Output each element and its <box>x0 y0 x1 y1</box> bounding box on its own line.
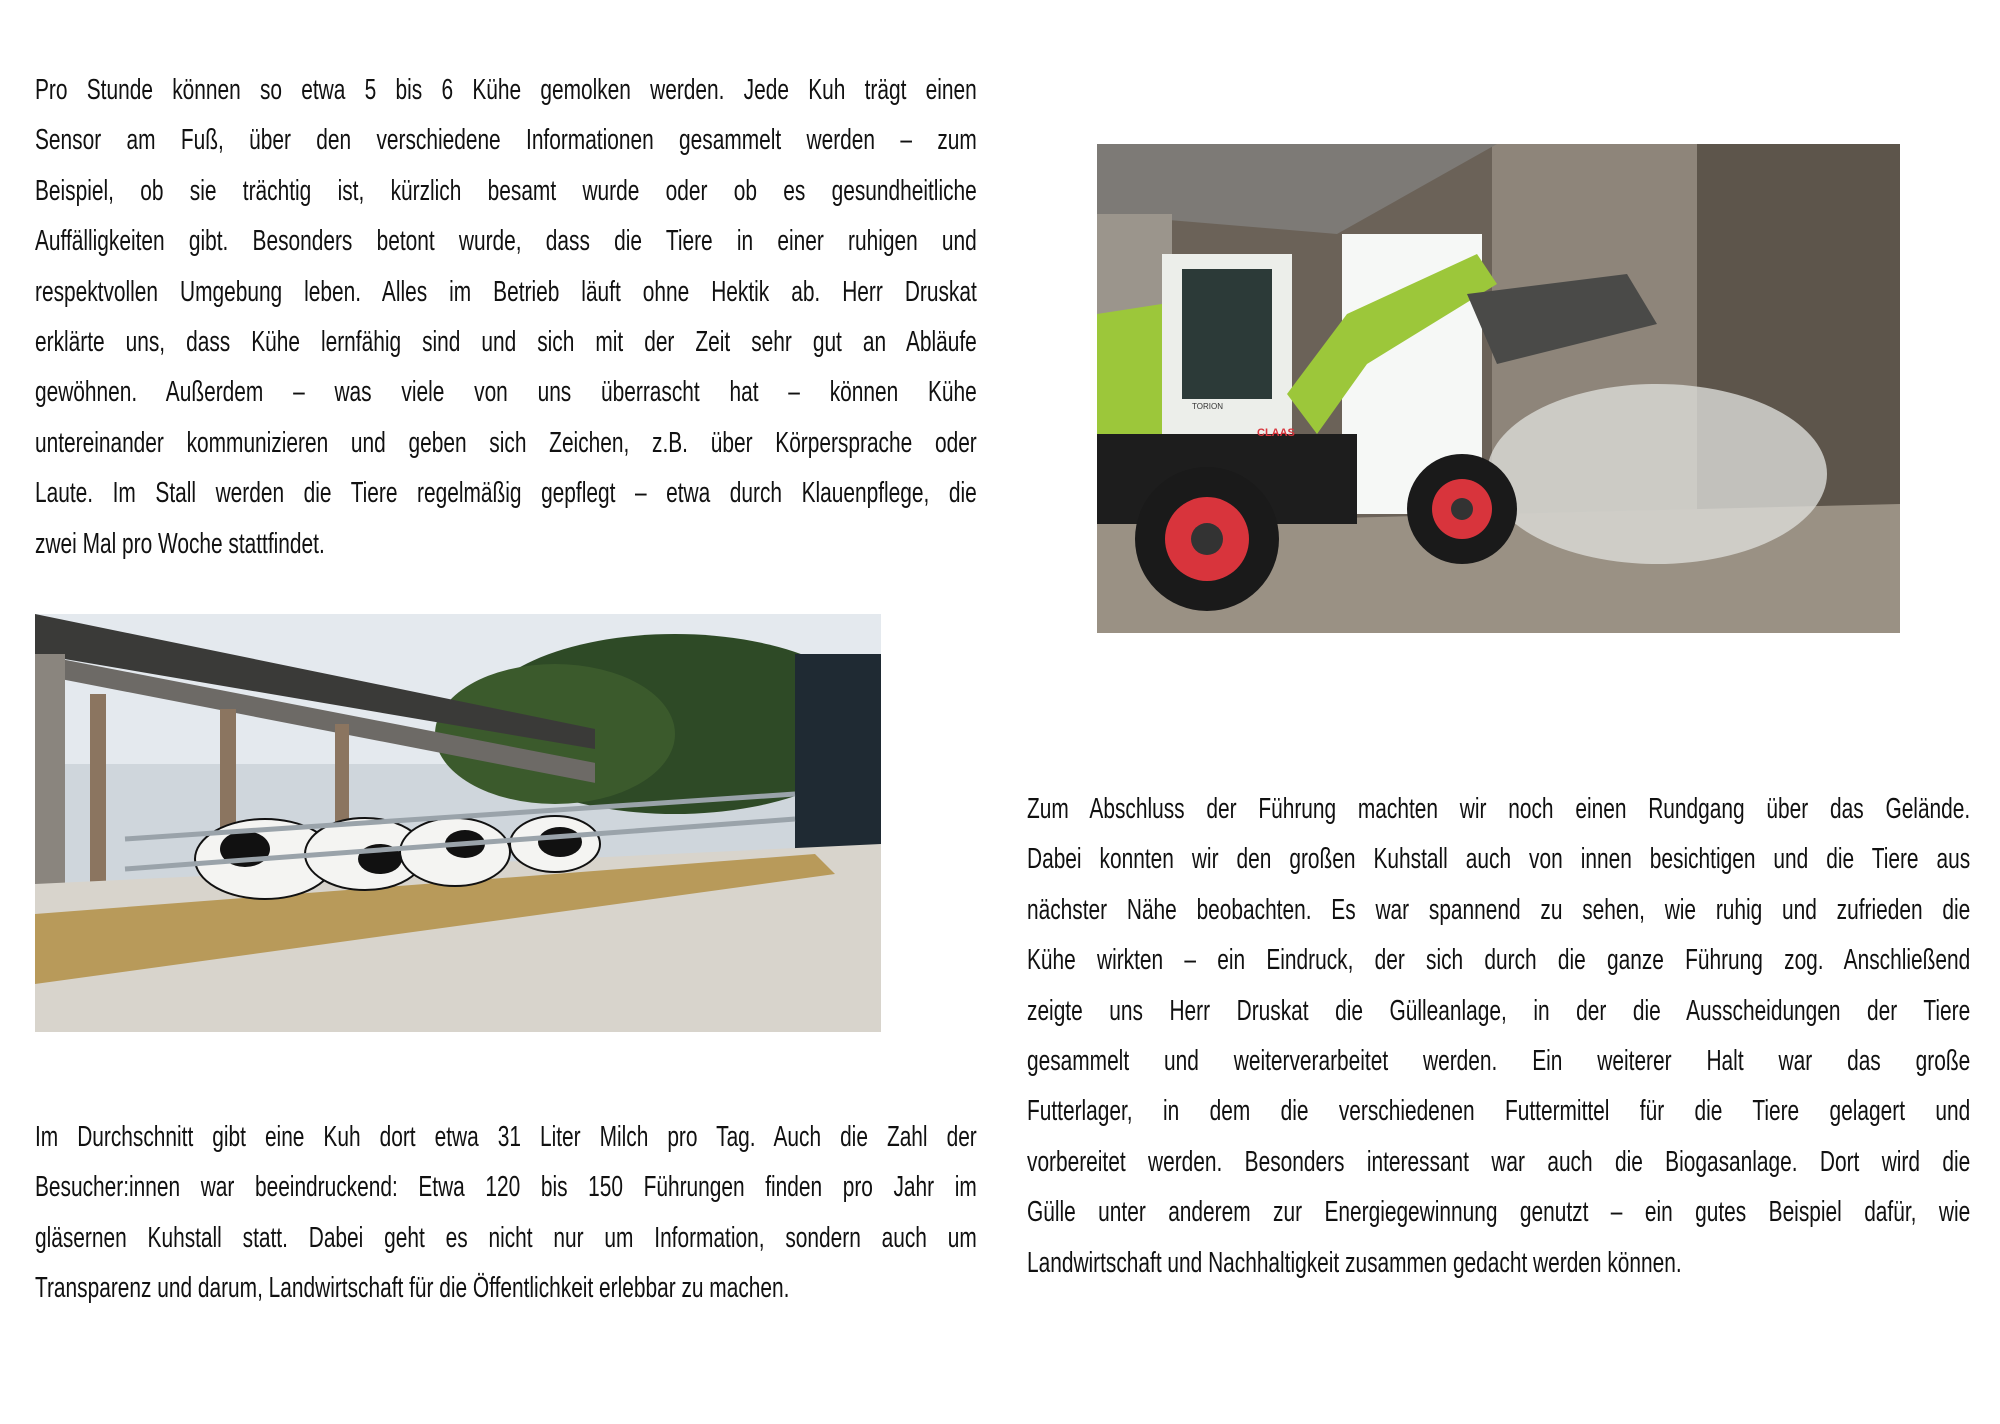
text-line: untereinander kommunizieren und geben sich Zeichen, z.B. über Körpersprache oder <box>35 426 977 459</box>
claas-logo: CLAAS <box>1257 427 1295 439</box>
text-line: Zum Abschluss der Führung machten wir noch einen Rundgang über das Gelände. <box>1027 793 1971 825</box>
text-line: Transparenz und darum, Landwirtschaft für die Öffentlichkeit erlebbar zu machen. <box>35 1272 790 1305</box>
text-line: Dabei konnten wir den großen Kuhstall auch von innen besichtigen und die Tiere aus <box>1027 843 1971 876</box>
text-line: nächster Nähe beobachten. Es war spannend zu sehen, wie ruhig und zufrieden die <box>1027 893 1971 926</box>
text-line: vorbereitet werden. Besonders interessant war auch die Biogasanlage. Dort wird die <box>1027 1145 1971 1178</box>
text-line: gewöhnen. Außerdem – was viele von uns überrascht hat – können Kühe <box>35 376 977 409</box>
text-line: zwei Mal pro Woche stattfindet. <box>35 527 325 560</box>
photo-cows-feeding-stall <box>35 614 881 1032</box>
text-line: Sensor am Fuß, über den verschiedene Informationen gesammelt werden – zum <box>35 124 977 157</box>
text-line: zeigte uns Herr Druskat die Gülleanlage, in der die Ausscheidungen der Tiere <box>1027 994 1971 1027</box>
text-line: respektvollen Umgebung leben. Alles im Betrieb läuft ohne Hektik ab. Herr Druskat <box>35 275 977 308</box>
text-line: gläsernen Kuhstall statt. Dabei geht es nicht nur um Information, sondern auch um <box>35 1221 977 1254</box>
text-line: Im Durchschnitt gibt eine Kuh dort etwa 31 Liter Milch pro Tag. Auch die Zahl der <box>35 1121 977 1153</box>
photo-wheel-loader-feed-store <box>1097 144 1900 633</box>
torion-model-label: TORION <box>1192 402 1223 411</box>
text-line: Futterlager, in dem die verschiedenen Futtermittel für die Tiere gelagert und <box>1027 1095 1971 1128</box>
text-line: Auffälligkeiten gibt. Besonders betont wurde, dass die Tiere in einer ruhigen und <box>35 225 977 258</box>
paragraph-tour-end <box>1027 784 2000 1288</box>
text-line: Pro Stunde können so etwa 5 bis 6 Kühe gemolken werden. Jede Kuh trägt einen <box>35 74 977 106</box>
text-line: Beispiel, ob sie trächtig ist, kürzlich besamt wurde oder ob es gesundheitliche <box>35 174 977 207</box>
text-line: Besucher:innen war beeindruckend: Etwa 120 bis 150 Führungen finden pro Jahr im <box>35 1171 977 1204</box>
text-line: Landwirtschaft und Nachhaltigkeit zusammen gedacht werden können. <box>1027 1246 1682 1279</box>
text-line: gesammelt und weiterverarbeitet werden. Ein weiterer Halt war das große <box>1027 1044 1971 1077</box>
text-line: erklärte uns, dass Kühe lernfähig sind und sich mit der Zeit sehr gut an Abläufe <box>35 325 977 358</box>
text-line: Gülle unter anderem zur Energiegewinnung genutzt – ein gutes Beispiel dafür, wie <box>1027 1196 1971 1229</box>
text-line: Kühe wirkten – ein Eindruck, der sich durch die ganze Führung zog. Anschließend <box>1027 944 1971 977</box>
text-line: Laute. Im Stall werden die Tiere regelmäßig gepflegt – etwa durch Klauenpflege, die <box>35 477 977 510</box>
